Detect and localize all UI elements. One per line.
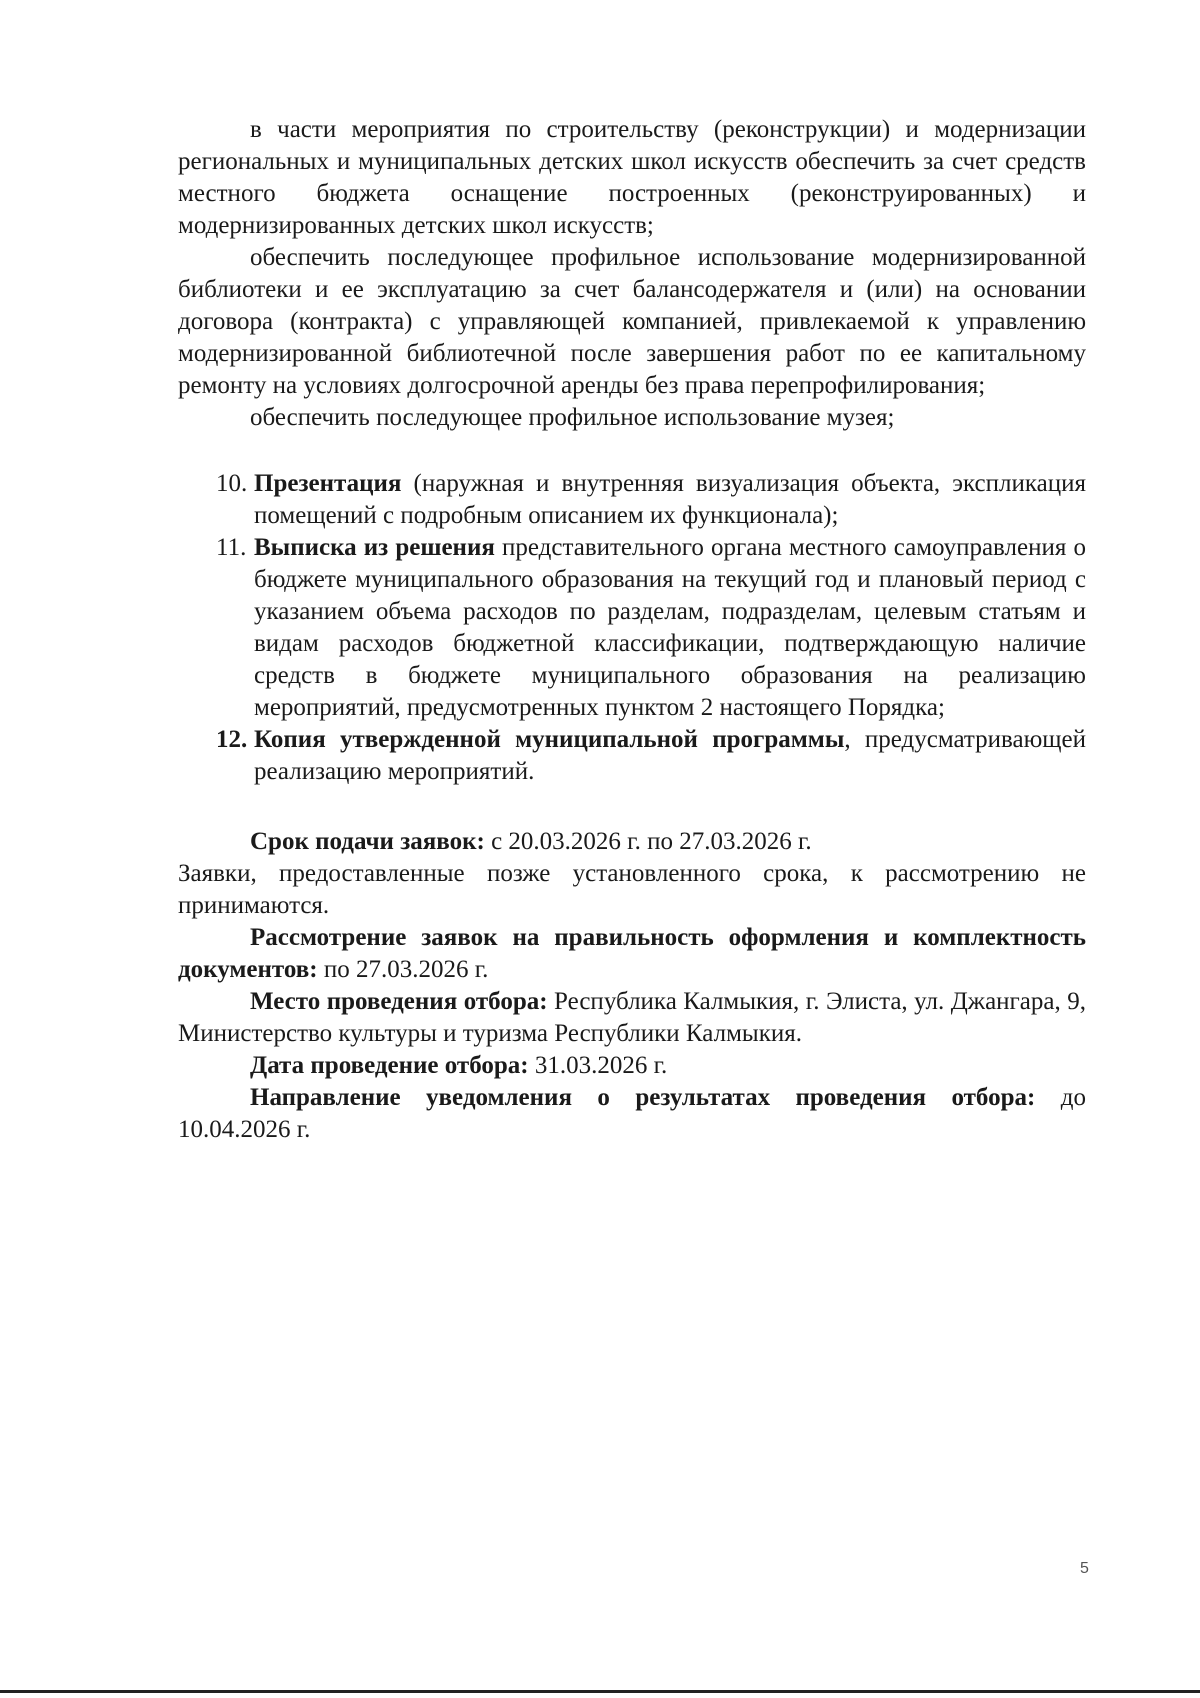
paragraph-museum: обеспечить последующее профильное использование музея; bbox=[250, 404, 895, 431]
list-item-text: (наружная и внутренняя визуализация объекта, экспликация помещений с подробным описанием их функционала); bbox=[254, 470, 1086, 529]
list-number: 10. bbox=[216, 470, 248, 497]
review-value: по 27.03.2026 г. bbox=[317, 956, 489, 983]
list-item-text: представительного органа местного самоуправления о бюджете муниципального образования на текущий год и плановый период с указанием объема расходов по разделам, подразделам, целевым статьям и видам расходов бюджетной классификации, подтверждающую наличие средств в бюджете муниципального образования на реализацию мероприятий, предусмотренных пунктом 2 настоящего Порядка; bbox=[254, 534, 1086, 721]
spacer bbox=[178, 434, 1086, 468]
deadline-value: с 20.03.2026 г. по 27.03.2026 г. bbox=[484, 828, 812, 855]
list-number: 12. bbox=[216, 726, 248, 753]
list-item-presentation bbox=[178, 468, 1086, 532]
list-number: 11. bbox=[216, 534, 247, 561]
page-number: 5 bbox=[1080, 1560, 1089, 1577]
date-label: Дата проведение отбора: bbox=[250, 1052, 529, 1079]
list-item-text: , предусматривающей реализацию мероприятий. bbox=[254, 726, 1086, 785]
list-item-title: Копия утвержденной муниципальной программы bbox=[254, 726, 845, 753]
notice-value: до 10.04.2026 г. bbox=[178, 1084, 1086, 1143]
spacer bbox=[178, 788, 1086, 826]
notice-line bbox=[178, 1082, 1086, 1146]
place-line bbox=[178, 986, 1086, 1050]
list-item-extract bbox=[178, 532, 1086, 724]
deadline-note: Заявки, предоставленные позже установленного срока, к рассмотрению не принимаются. bbox=[178, 860, 1086, 919]
page-bottom-edge bbox=[0, 1690, 1200, 1693]
review-label: Рассмотрение заявок на правильность оформления и комплектность документов: bbox=[178, 924, 1086, 983]
review-line bbox=[178, 922, 1086, 986]
deadline-label: Срок подачи заявок: bbox=[250, 828, 485, 855]
place-label: Место проведения отбора: bbox=[250, 988, 548, 1015]
list-item-program-copy bbox=[178, 724, 1086, 788]
document-body bbox=[178, 114, 1086, 1146]
deadline-line bbox=[178, 826, 1086, 858]
place-value: Республика Калмыкия, г. Элиста, ул. Джангара, 9, Министерство культуры и туризма Республики Калмыкия. bbox=[178, 988, 1086, 1047]
date-value: 31.03.2026 г. bbox=[528, 1052, 668, 1079]
notice-label: Направление уведомления о результатах проведения отбора: bbox=[250, 1084, 1036, 1111]
date-line bbox=[178, 1050, 1086, 1082]
list-item-title: Презентация bbox=[254, 470, 402, 497]
paragraph-library: обеспечить последующее профильное использование модернизированной библиотеки и ее эксплуатацию за счет балансодержателя и (или) на основании договора (контракта) с управляющей компанией, привлекаемой к управлению модернизированной библиотечной после завершения работ по ее капитальному ремонту на условиях долгосрочной аренды без права перепрофилирования; bbox=[178, 244, 1086, 399]
paragraph-schools: в части мероприятия по строительству (реконструкции) и модернизации региональных и муниципальных детских школ искусств обеспечить за счет средств местного бюджета оснащение построенных (реконструированных) и модернизированных детских школ искусств; bbox=[178, 116, 1086, 239]
list-item-title: Выписка из решения bbox=[254, 534, 495, 561]
